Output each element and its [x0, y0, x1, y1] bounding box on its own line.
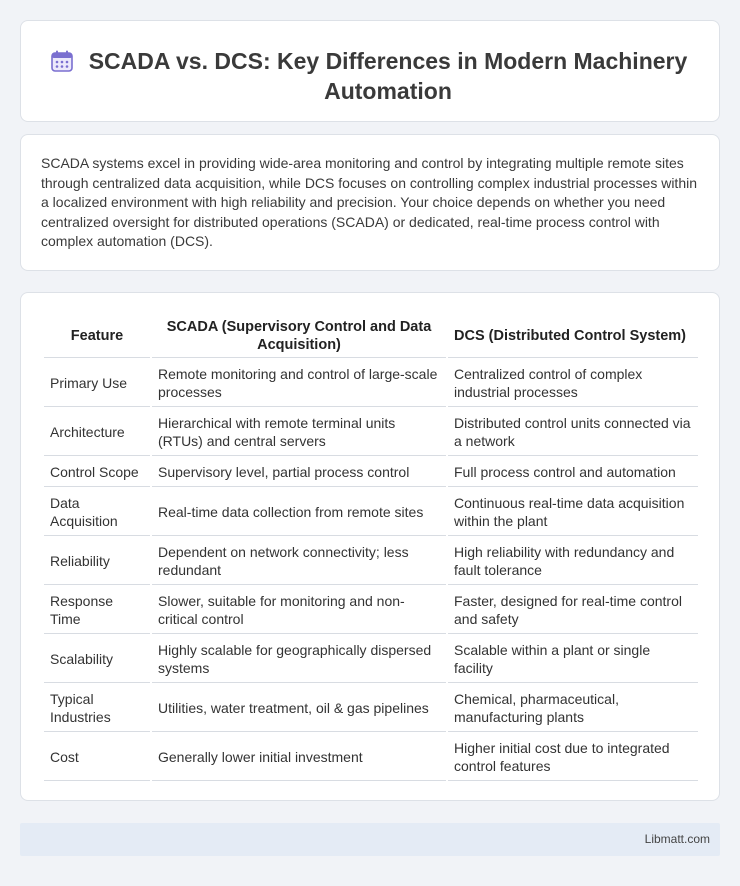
- header-feature: Feature: [44, 309, 150, 358]
- table-row: [44, 538, 698, 585]
- table-row: [44, 458, 698, 487]
- dcs-cell: Higher initial cost due to integrated control features: [448, 734, 698, 781]
- title-row: [21, 21, 719, 106]
- scada-cell: Dependent on network connectivity; less redundant: [152, 538, 446, 585]
- title-card: [20, 20, 720, 122]
- footer-bar: [20, 823, 720, 856]
- feature-cell: Architecture: [44, 409, 150, 456]
- scada-cell: Highly scalable for geographically dispersed systems: [152, 636, 446, 683]
- intro-paragraph: SCADA systems excel in providing wide-area monitoring and control by integrating multiple remote sites through centralized data acquisition, while DCS focuses on controlling complex industrial processes within a localized environment with high reliability and precision. Your choice depends on whether you need centralized oversight for distributed operations (SCADA) or dedicated, real-time process control with complex automation (DCS).: [41, 155, 698, 250]
- calendar-grid-icon: [51, 50, 73, 72]
- dcs-cell: Full process control and automation: [448, 458, 698, 487]
- feature-cell: Typical Industries: [44, 685, 150, 732]
- feature-cell: Data Acquisition: [44, 489, 150, 536]
- table-row: [44, 360, 698, 407]
- table-row: [44, 587, 698, 634]
- dcs-cell: High reliability with redundancy and fault tolerance: [448, 538, 698, 585]
- table-row: [44, 734, 698, 781]
- table-row: [44, 409, 698, 456]
- comparison-card: [20, 292, 720, 801]
- scada-cell: Supervisory level, partial process control: [152, 458, 446, 487]
- scada-cell: Real-time data collection from remote sites: [152, 489, 446, 536]
- feature-cell: Response Time: [44, 587, 150, 634]
- scada-cell: Remote monitoring and control of large-scale processes: [152, 360, 446, 407]
- dcs-cell: Distributed control units connected via a network: [448, 409, 698, 456]
- header-scada: SCADA (Supervisory Control and Data Acquisition): [152, 309, 446, 358]
- comparison-table: [42, 307, 700, 783]
- footer-brand-link[interactable]: Libmatt.com: [644, 832, 710, 846]
- dcs-cell: Chemical, pharmaceutical, manufacturing plants: [448, 685, 698, 732]
- feature-cell: Primary Use: [44, 360, 150, 407]
- intro-card: [20, 134, 720, 271]
- table-header-row: [44, 309, 698, 358]
- feature-cell: Scalability: [44, 636, 150, 683]
- table-row: [44, 489, 698, 536]
- feature-cell: Cost: [44, 734, 150, 781]
- feature-cell: Control Scope: [44, 458, 150, 487]
- dcs-cell: Faster, designed for real-time control and safety: [448, 587, 698, 634]
- dcs-cell: Continuous real-time data acquisition within the plant: [448, 489, 698, 536]
- page-title: SCADA vs. DCS: Key Differences in Modern Machinery Automation: [88, 48, 688, 104]
- dcs-cell: Centralized control of complex industrial processes: [448, 360, 698, 407]
- dcs-cell: Scalable within a plant or single facility: [448, 636, 698, 683]
- table-row: [44, 636, 698, 683]
- scada-cell: Generally lower initial investment: [152, 734, 446, 781]
- scada-cell: Slower, suitable for monitoring and non-critical control: [152, 587, 446, 634]
- feature-cell: Reliability: [44, 538, 150, 585]
- header-dcs: DCS (Distributed Control System): [448, 309, 698, 358]
- table-row: [44, 685, 698, 732]
- scada-cell: Hierarchical with remote terminal units (RTUs) and central servers: [152, 409, 446, 456]
- scada-cell: Utilities, water treatment, oil & gas pipelines: [152, 685, 446, 732]
